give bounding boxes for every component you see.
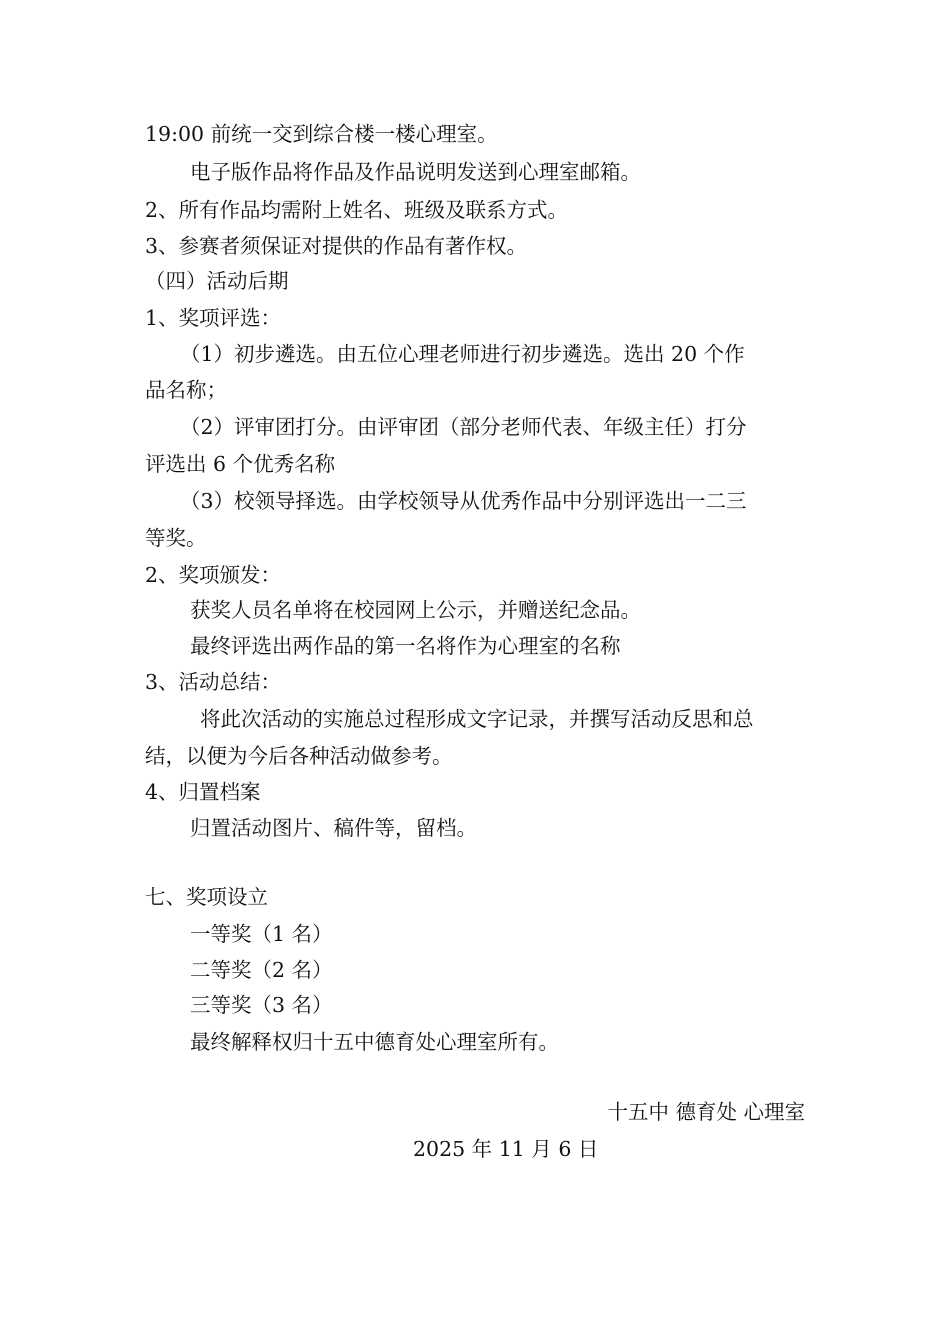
- award-item: 三等奖（3 名）: [190, 993, 333, 1017]
- text-line: （3）校领导择选。由学校领导从优秀作品中分别评选出一二三: [180, 489, 747, 513]
- award-item: 一等奖（1 名）: [190, 922, 333, 946]
- text-line: 结，以便为今后各种活动做参考。: [145, 744, 453, 768]
- text-line: 3、活动总结：: [145, 670, 282, 694]
- signature-org: 十五中 德育处 心理室: [607, 1100, 805, 1124]
- text-line: 归置活动图片、稿件等，留档。: [190, 816, 477, 840]
- section-heading: （四）活动后期: [145, 269, 289, 293]
- text-line: 19:00 前统一交到综合楼一楼心理室。: [145, 122, 498, 146]
- text-line: 品名称；: [145, 378, 227, 402]
- text-line: （2）评审团打分。由评审团（部分老师代表、年级主任）打分: [180, 415, 747, 439]
- text-line: 电子版作品将作品及作品说明发送到心理室邮箱。: [190, 160, 641, 184]
- text-line: 4、归置档案: [145, 780, 261, 804]
- text-line: 评选出 6 个优秀名称: [145, 452, 336, 476]
- text-line: 2、奖项颁发：: [145, 563, 282, 587]
- text-line: 最终评选出两作品的第一名将作为心理室的名称: [190, 634, 621, 658]
- text-line: 获奖人员名单将在校园网上公示，并赠送纪念品。: [190, 598, 641, 622]
- text-line: 将此次活动的实施总过程形成文字记录，并撰写活动反思和总: [200, 707, 754, 731]
- text-line: 等奖。: [145, 526, 207, 550]
- text-line: 最终解释权归十五中德育处心理室所有。: [190, 1030, 559, 1054]
- section-heading: 七、奖项设立: [145, 885, 268, 909]
- signature-date: 2025 年 11 月 6 日: [413, 1137, 599, 1161]
- text-line: 2、所有作品均需附上姓名、班级及联系方式。: [145, 198, 569, 222]
- text-line: （1）初步遴选。由五位心理老师进行初步遴选。选出 20 个作: [180, 342, 745, 366]
- award-item: 二等奖（2 名）: [190, 958, 333, 982]
- text-line: 1、奖项评选：: [145, 306, 282, 330]
- text-line: 3、参赛者须保证对提供的作品有著作权。: [145, 234, 528, 258]
